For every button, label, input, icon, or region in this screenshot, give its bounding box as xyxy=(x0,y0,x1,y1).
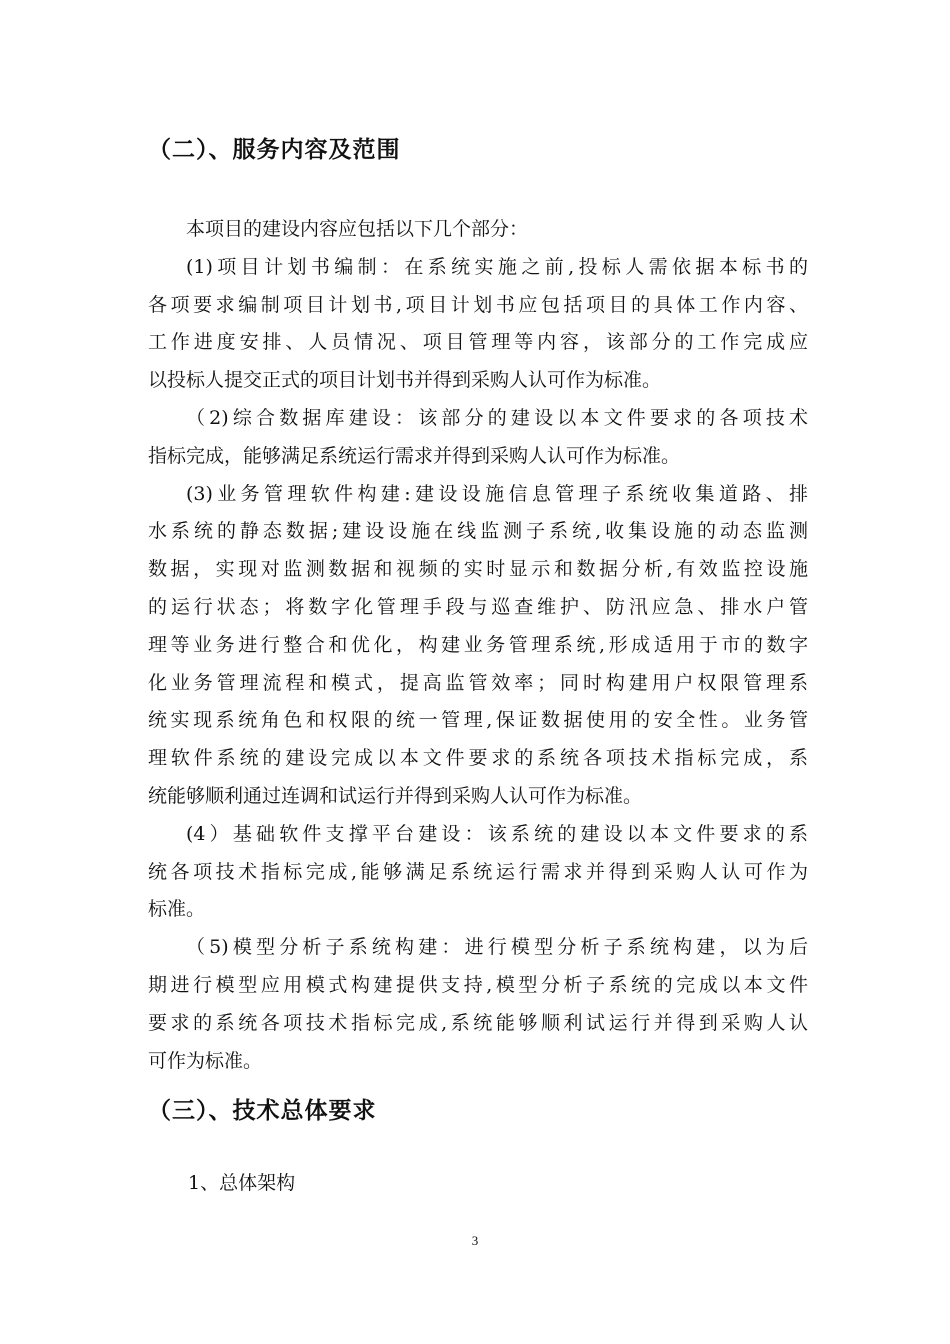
page-number: 3 xyxy=(471,1233,479,1248)
item-5-line: 要求的系统各项技术指标完成,系统能够顺利试运行并得到采购人认 xyxy=(148,1011,808,1034)
section-heading-service-scope: （二）、服务内容及范围 xyxy=(148,137,401,163)
item-1-line: 各项要求编制项目计划书,项目计划书应包括项目的具体工作内容、 xyxy=(148,293,808,316)
item-1-line: 以投标人提交正式的项目计划书并得到采购人认可作为标准。 xyxy=(148,369,662,392)
item-5-line: 可作为标准。 xyxy=(148,1049,263,1072)
item-5-paragraph xyxy=(148,929,808,1080)
item-2-line: （2)综合数据库建设：该部分的建设以本文件要求的各项技术 xyxy=(186,406,808,429)
item-3-line: 理软件系统的建设完成以本文件要求的系统各项技术指标完成，系 xyxy=(148,747,808,770)
item-4-line: 标准。 xyxy=(148,898,206,921)
item-2-line: 指标完成，能够满足系统运行需求并得到采购人认可作为标准。 xyxy=(148,444,681,467)
item-3-line: 化业务管理流程和模式，提高监管效率；同时构建用户权限管理系 xyxy=(148,671,808,694)
section-heading-technical-requirements: （三）、技术总体要求 xyxy=(148,1098,377,1124)
section-body xyxy=(148,211,808,1080)
item-3-line: 理等业务进行整合和优化，构建业务管理系统,形成适用于市的数字 xyxy=(148,633,808,656)
item-1-line: (1)项目计划书编制：在系统实施之前,投标人需依据本标书的 xyxy=(186,255,808,278)
item-3-line: 统实现系统角色和权限的统一管理,保证数据使用的安全性。业务管 xyxy=(148,709,808,732)
item-4-paragraph xyxy=(148,816,808,929)
item-3-line: 的运行状态；将数字化管理手段与巡查维护、防汛应急、排水户管 xyxy=(148,595,808,618)
item-3-paragraph xyxy=(148,476,808,816)
item-1-paragraph xyxy=(148,249,808,400)
item-5-line: （5)模型分析子系统构建：进行模型分析子系统构建，以为后 xyxy=(186,936,808,959)
item-1-line: 工作进度安排、人员情况、项目管理等内容，该部分的工作完成应 xyxy=(148,331,808,354)
item-2-paragraph xyxy=(148,400,808,476)
item-4-line: (4）基础软件支撑平台建设：该系统的建设以本文件要求的系 xyxy=(186,822,808,845)
item-3-line: 水系统的静态数据;建设设施在线监测子系统,收集设施的动态监测 xyxy=(148,520,808,543)
item-4-line: 统各项技术指标完成,能够满足系统运行需求并得到采购人认可作为 xyxy=(148,860,808,883)
item-3-line: 数据，实现对监测数据和视频的实时显示和数据分析,有效监控设施 xyxy=(148,558,808,581)
subsection-title-overall-architecture: 1、总体架构 xyxy=(188,1172,296,1194)
item-5-line: 期进行模型应用模式构建提供支持,模型分析子系统的完成以本文件 xyxy=(148,973,808,996)
item-3-line: 统能够顺利通过连调和试运行并得到采购人认可作为标准。 xyxy=(148,784,643,807)
intro-paragraph: 本项目的建设内容应包括以下几个部分： xyxy=(186,218,529,240)
item-3-line: (3)业务管理软件构建:建设设施信息管理子系统收集道路、排 xyxy=(186,482,808,505)
